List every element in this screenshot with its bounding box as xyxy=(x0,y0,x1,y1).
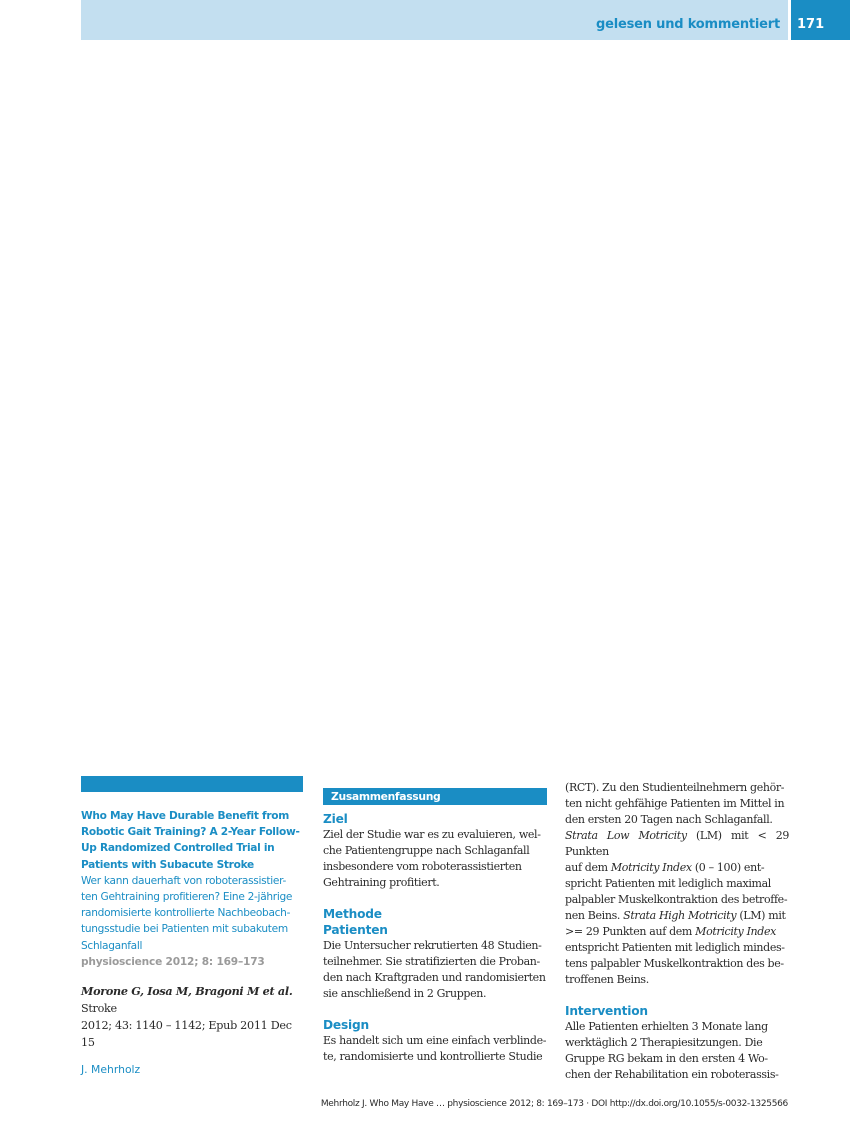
text-line: te, randomisierte und kontrollierte Studie xyxy=(323,1050,543,1063)
motricity-index-term: Motricity Index xyxy=(695,925,776,938)
text-line: Ziel der Studie war es zu evaluieren, wel- xyxy=(323,828,541,841)
text-line: troffenen Beins. xyxy=(565,973,649,986)
left-accent-bar xyxy=(81,776,303,792)
text-line: den ersten 20 Tagen nach Schlaganfall. xyxy=(565,813,773,826)
text-span: auf dem xyxy=(565,861,611,874)
strata-low-term: Strata Low Motricity xyxy=(565,829,687,842)
text-line: chen der Rehabilitation ein roboterassis- xyxy=(565,1068,779,1081)
article-title-de xyxy=(81,873,305,954)
page-number-box xyxy=(791,0,850,40)
article-title-en xyxy=(81,808,305,873)
text-line: Wer kann dauerhaft von roboterassistier- xyxy=(81,874,286,887)
text-line: Die Untersucher rekrutierten 48 Studien- xyxy=(323,939,542,952)
heading-patienten: Patienten xyxy=(323,923,388,937)
text-line: Who May Have Durable Benefit from xyxy=(81,810,289,822)
page-footer: Mehrholz J. Who May Have … physioscience 2012; 8: 169–173 · DOI http://dx.doi.org/10.1055/s-0032-1325566 xyxy=(320,1099,788,1109)
summary-bar: Zusammenfassung xyxy=(323,788,547,805)
header-band xyxy=(81,0,788,40)
heading-ziel: Ziel xyxy=(323,812,348,826)
paragraph-design-cont xyxy=(565,780,789,988)
text-line: Alle Patienten erhielten 3 Monate lang xyxy=(565,1020,768,1033)
summary-column xyxy=(323,788,547,1065)
text-line: Schlaganfall xyxy=(81,939,143,952)
text-line: randomisierte kontrollierte Nachbeobach- xyxy=(81,907,291,920)
journal-reference: physioscience 2012; 8: 169–173 xyxy=(81,955,265,968)
text-line: palpabler Muskelkontraktion des betroffe- xyxy=(565,893,788,906)
heading-design: Design xyxy=(323,1018,370,1032)
text-line: Patients with Subacute Stroke xyxy=(81,858,254,871)
article-info xyxy=(81,808,305,1076)
text-line: werktäglich 2 Therapiesitzungen. Die xyxy=(565,1036,763,1049)
text-line: Up Randomized Controlled Trial in xyxy=(81,842,275,855)
citation-journal: Stroke xyxy=(81,1002,117,1016)
text-line: (RCT). Zu den Studienteilnehmern gehör- xyxy=(565,781,785,794)
paragraph-ziel xyxy=(323,827,547,891)
heading-intervention: Intervention xyxy=(565,1004,648,1018)
text-span: (0 – 100) ent- xyxy=(691,861,765,874)
text-line: Es handelt sich um eine einfach verblinde- xyxy=(323,1034,547,1047)
text-line: tens palpabler Muskelkontraktion des be- xyxy=(565,957,784,970)
text-span: (LM) mit < 29 Punkten xyxy=(565,829,789,858)
citation-details: 2012; 43: 1140 – 1142; Epub 2011 Dec 15 xyxy=(81,1019,292,1050)
text-line: insbesondere vom roboterassistierten xyxy=(323,860,522,873)
text-span: nen Beins. xyxy=(565,909,624,922)
text-line: tungsstudie bei Patienten mit subakutem xyxy=(81,923,288,936)
text-line: Robotic Gait Training? A 2-Year Follow- xyxy=(81,826,300,839)
paragraph-design xyxy=(323,1033,547,1065)
citation xyxy=(81,983,305,1051)
paragraph-patienten xyxy=(323,938,547,1002)
motricity-index-term: Motricity Index xyxy=(610,861,692,874)
text-line: den nach Kraftgraden und randomisierten xyxy=(323,971,546,984)
text-line: Gruppe RG bekam in den ersten 4 Wo- xyxy=(565,1052,768,1065)
paragraph-intervention xyxy=(565,1019,789,1083)
text-line: ten nicht gehfähige Patienten im Mittel in xyxy=(565,797,785,810)
text-line: entspricht Patienten mit lediglich mindes- xyxy=(565,941,785,954)
citation-authors: Morone G, Iosa M, Bragoni M et al. xyxy=(81,984,293,999)
heading-methode: Methode xyxy=(323,907,382,921)
text-line: spricht Patienten mit lediglich maximal xyxy=(565,877,771,890)
continued-column xyxy=(565,780,789,1083)
text-line: sie anschließend in 2 Gruppen. xyxy=(323,987,487,1000)
text-line: Gehtraining profitiert. xyxy=(323,876,440,889)
page-number: 171 xyxy=(797,17,825,32)
text-span: (LM) mit xyxy=(736,909,786,922)
text-line: che Patientengruppe nach Schlaganfall xyxy=(323,844,530,857)
strata-high-term: Strata High Motricity xyxy=(623,909,737,922)
text-line: ten Gehtraining profitieren? Eine 2-jährige xyxy=(81,891,293,904)
text-span: >= 29 Punkten auf dem xyxy=(565,925,696,938)
text-line: teilnehmer. Sie stratifizierten die Proban- xyxy=(323,955,540,968)
section-title: gelesen und kommentiert xyxy=(596,17,780,32)
reviewer-name: J. Mehrholz xyxy=(81,1063,141,1077)
